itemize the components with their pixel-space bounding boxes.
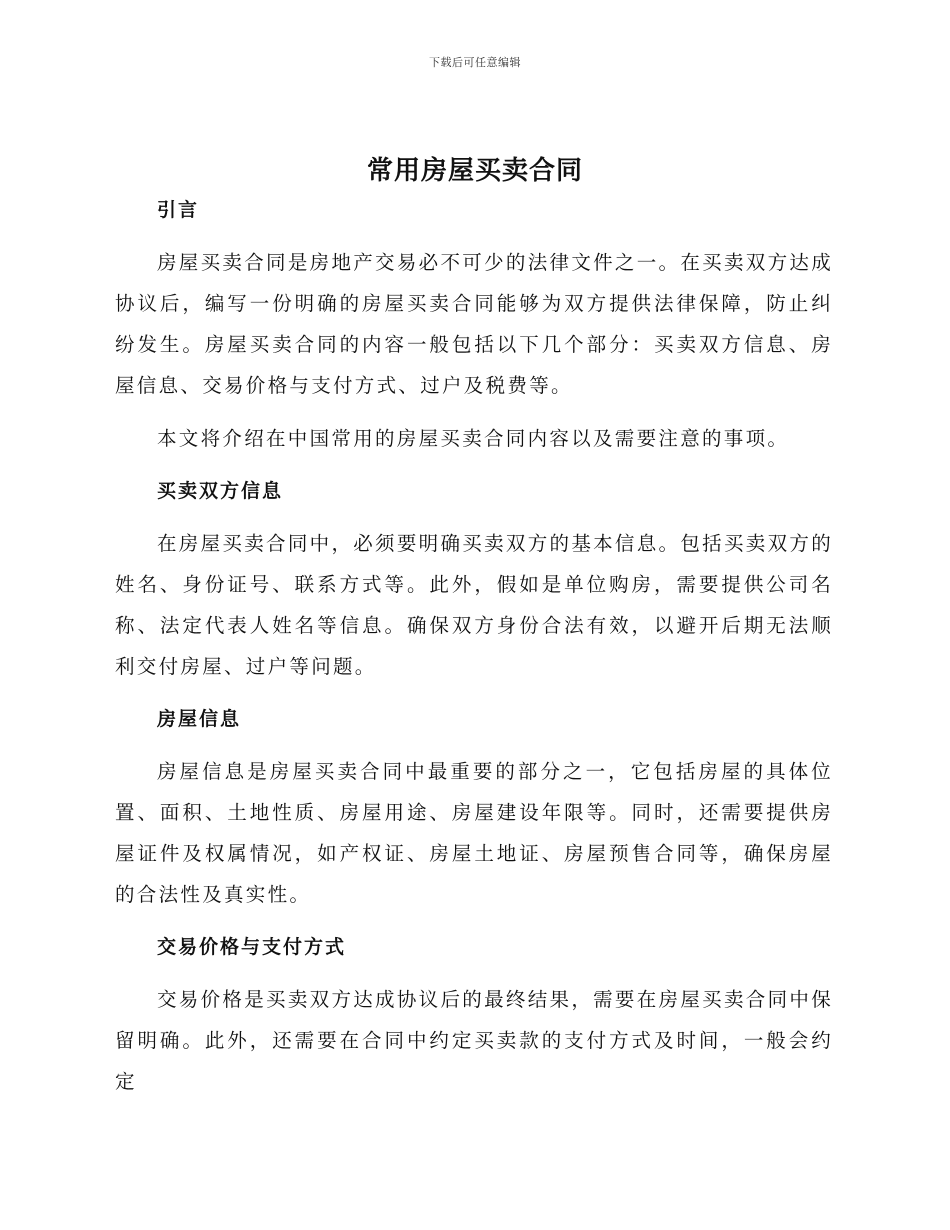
section-heading-parties: 买卖双方信息 <box>157 480 284 502</box>
document-title: 常用房屋买卖合同 <box>366 156 583 186</box>
page-header-note: 下载后可任意编辑 <box>429 56 521 69</box>
paragraph: 房屋买卖合同是房地产交易必不可少的法律文件之一。在买卖双方达成协议后，编写一份明确的房屋买卖合同能够为双方提供法律保障，防止纠纷发生。房屋买卖合同的内容一般包括以下几个部分：买卖双方信息、房屋信息、交易价格与支付方式、过户及税费等。 <box>115 251 833 397</box>
section-heading-property: 房屋信息 <box>157 708 242 730</box>
paragraph: 房屋信息是房屋买卖合同中最重要的部分之一，它包括房屋的具体位置、面积、土地性质、房屋用途、房屋建设年限等。同时，还需要提供房屋证件及权属情况，如产权证、房屋土地证、房屋预售合同等，确保房屋的合法性及真实性。 <box>115 760 833 906</box>
paragraph: 在房屋买卖合同中，必须要明确买卖双方的基本信息。包括买卖双方的姓名、身份证号、联系方式等。此外，假如是单位购房，需要提供公司名称、法定代表人姓名等信息。确保双方身份合法有效，以避开后期无法顺利交付房屋、过户等问题。 <box>115 532 833 678</box>
paragraph: 本文将介绍在中国常用的房屋买卖合同内容以及需要注意的事项。 <box>157 427 790 450</box>
section-heading-intro: 引言 <box>157 199 200 221</box>
section-heading-price-payment: 交易价格与支付方式 <box>157 936 347 958</box>
document-body <box>115 190 833 1102</box>
paragraph: 交易价格是买卖双方达成协议后的最终结果，需要在房屋买卖合同中保留明确。此外，还需要在合同中约定买卖款的支付方式及时间，一般会约定 <box>115 988 833 1093</box>
